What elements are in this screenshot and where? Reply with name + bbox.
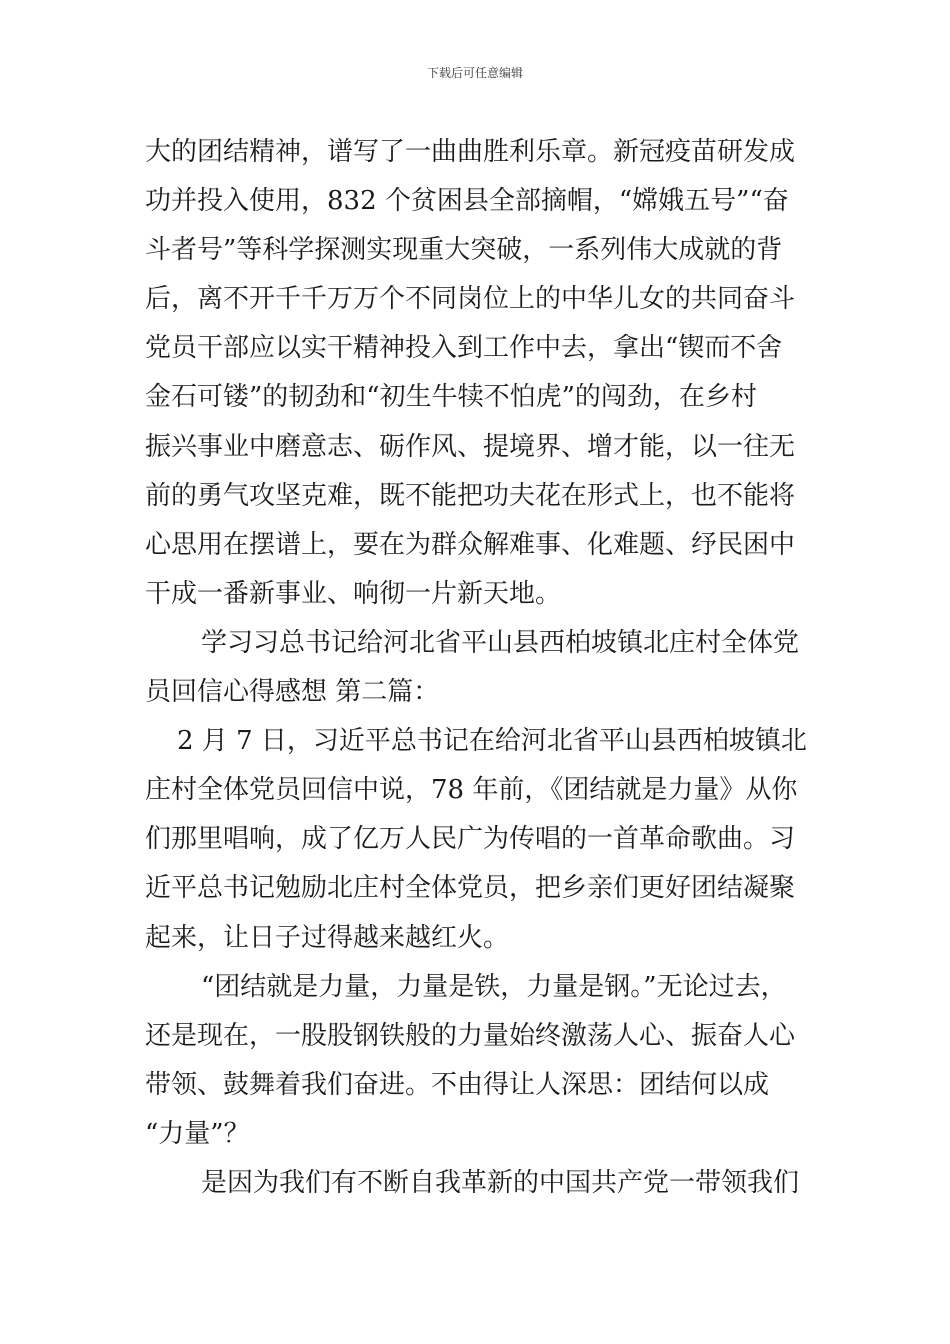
- body-line: 后，离不开千千万万个不同岗位上的中华儿女的共同奋斗: [145, 284, 796, 315]
- body-line: 斗者号”等科学探测实现重大突破，一系列伟大成就的背: [145, 235, 783, 266]
- page-header-note: 下载后可任意编辑: [426, 66, 523, 80]
- body-line: “团结就是力量，力量是铁，力量是钢。”无论过去，: [201, 971, 787, 1002]
- body-line: 是因为我们有不断自我革新的中国共产党一带领我们: [201, 1167, 800, 1198]
- body-line: “力量”？: [145, 1118, 250, 1149]
- body-line: 党员干部应以实干精神投入到工作中去，拿出“锲而不舍: [145, 333, 783, 364]
- body-line: 庄村全体党员回信中说，78 年前，《团结就是力量》从你: [145, 775, 798, 806]
- body-line: 前的勇气攻坚克难，既不能把功夫花在形式上，也不能将: [145, 480, 796, 511]
- body-line: 干成一番新事业、响彻一片新天地。: [145, 578, 562, 609]
- body-line: 振兴事业中磨意志、砺作风、提境界、增才能，以一往无: [145, 431, 796, 462]
- body-line: 带领、鼓舞着我们奋进。不由得让人深思：团结何以成: [145, 1069, 770, 1100]
- document-body: [145, 128, 845, 1208]
- body-line: 金石可镂”的韧劲和“初生牛犊不怕虎”的闯劲，在乡村: [145, 382, 757, 413]
- body-line: 功并投入使用，832 个贫困县全部摘帽，“嫦娥五号”“奋: [145, 186, 789, 217]
- body-line: 近平总书记勉励北庄村全体党员，把乡亲们更好团结凝聚: [145, 873, 796, 904]
- body-line: 还是现在，一股股钢铁般的力量始终激荡人心、振奋人心: [145, 1020, 796, 1051]
- body-line: 们那里唱响，成了亿万人民广为传唱的一首革命歌曲。习: [145, 824, 796, 855]
- body-line: 心思用在摆谱上，要在为群众解难事、化难题、纾民困中: [145, 529, 796, 560]
- section-title-line: 员回信心得感想 第二篇：: [145, 677, 440, 708]
- body-line: 大的团结精神，谱写了一曲曲胜利乐章。新冠疫苗研发成: [145, 137, 796, 167]
- section-title-line: 学习习总书记给河北省平山县西柏坡镇北庄村全体党: [201, 627, 800, 658]
- body-line: 2 月 7 日，习近平总书记在给河北省平山县西柏坡镇北: [177, 726, 807, 757]
- body-line: 起来，让日子过得越来越红火。: [145, 922, 510, 953]
